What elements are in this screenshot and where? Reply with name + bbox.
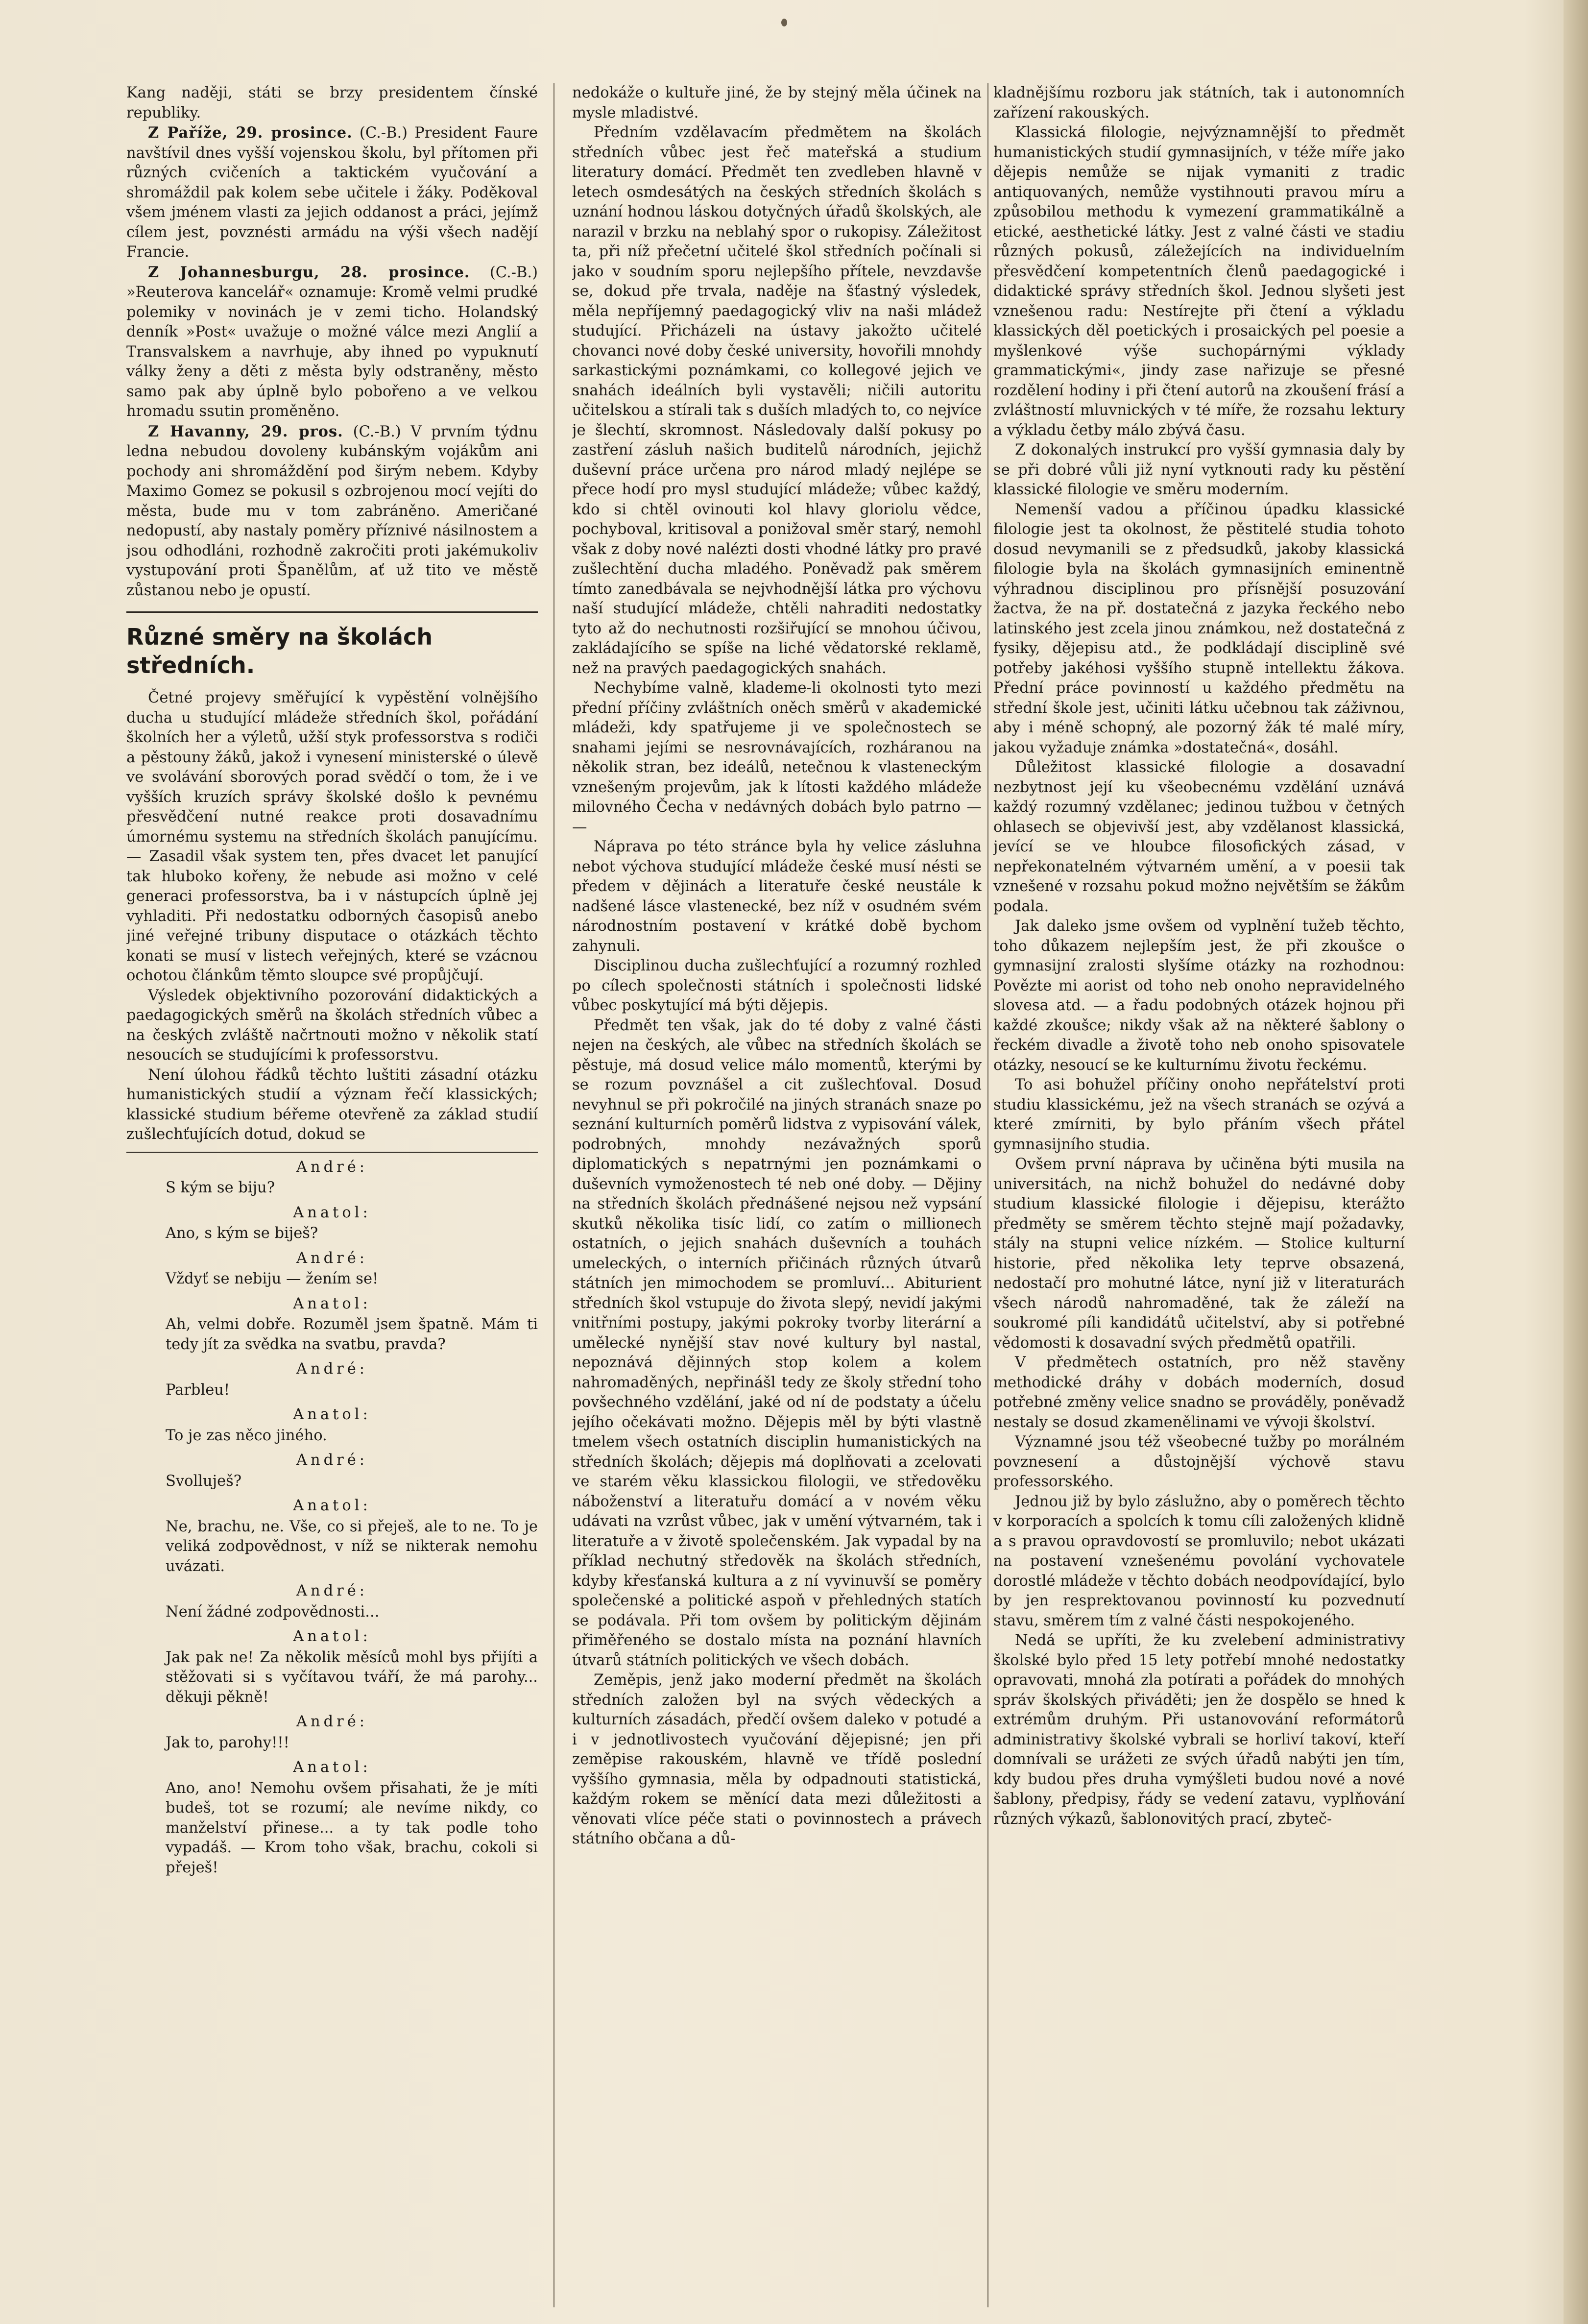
column-left	[126, 83, 538, 2317]
article-paragraph: Jednou již by bylo záslužno, aby o poměrech těchto v korporacích a spolcích k tomu cíli založených klidně a s pravou opravdovostí se promluvilo; nebot ukázati na postavení vznešenému povolání vychovatele dorostlé mládeže v těchto dobách neodpovídající, bylo by jen resprektovanou povinností ku pozvednutí stavu, směrem tím z valné části nespokojeného.	[993, 1493, 1405, 1629]
article-paragraph: Zeměpis, jenž jako moderní předmět na školách středních založen byl na svých vědeckých a kulturních zásadách, předčí ovšem daleko v potudé a i v jednotlivostech vyučování dějepisné; jen při zeměpise rakouském, hlavně ve třídě poslední vyššího gymnasia, měla by odpadnouti statistická, každým rokem se měnící data mezi důležitosti a věnovati vlíce péče stati o povinnostech a právech státního občana a dů-	[572, 1671, 982, 1847]
article-paragraph: Klassická filologie, nejvýznamnější to předmět humanistických studií gymnasijních, v téže míře jako dějepis nemůže se nijak vymaniti z tradic antiquovaných, nemůže vystihnouti pravou míru a způsobilou methodu k vymezení grammatikálně a etické, aesthetické látky. Jest z valné části ve stadiu různých pokusů, záležejících na individuelním přesvědčení kompetentních členů paedagogické i didaktické správy středních škol. Jednou slyšeti jest vznešenou radu: Nestírejte při čtení a výkladu klassických děl poetických i prosaických pel poesie a myšlenkové výše suchopárnými výklady grammatickými«, jindy zase nařizuje se přesné rozdělení hodiny i při čtení autorů na zkoušení frásí a zvláštností mluvnických v té míře, že rozsahu lektury a výkladu četby málo zbývá času.	[993, 124, 1405, 439]
news-paris	[126, 123, 538, 263]
article-paragraph: Disciplinou ducha zušlechťující a rozumný rozhled po cílech společnosti státních i společnosti lidské vůbec poskytující má býti dějepis.	[572, 957, 982, 1014]
article-paragraph: Nechybíme valně, klademe-li okolnosti tyto mezi přední příčiny zvláštních oněch směrů v akademické mládeži, kdy spatřujeme ji ve společnostech se snahami jejími se nesrovnávajících, rozháranou na několik stran, bez ideálů, netečnou k vlasteneckým vznešeným projevům, jak k lítosti každého mládeže milovného Čecha v nedávných dobách bylo patrno — —	[572, 679, 982, 836]
dialog-line: Svolluješ?	[166, 1472, 242, 1490]
dialog-line: Parbleu!	[166, 1381, 230, 1399]
dialog-speaker: André:	[296, 1713, 368, 1730]
dialog-line: Jak to, parohy!!!	[166, 1734, 289, 1751]
article-paragraph: Výsledek objektivního pozorování didaktických a paedagogických směrů na školách středních vůbec a na českých zvláště načrtnouti možno v několik statí nesoucích se studujícími k professorstvu.	[126, 987, 538, 1064]
news-johannesburg	[126, 263, 538, 422]
feuilleton-rule	[126, 1152, 538, 1153]
dialog-speaker: Anatol:	[293, 1759, 371, 1776]
dialog-line: Ano, s kým se biješ?	[166, 1225, 318, 1242]
dialog-line: Ano, ano! Nemohu ovšem přisahati, že je míti budeš, tot se rozumí; ale nevíme nikdy, co manželství přinese... a ty tak podle toho vypadáš. — Krom toho však, brachu, cokoli si přeješ!	[166, 1779, 538, 1876]
dialog-line: Ah, velmi dobře. Rozuměl jsem špatně. Mám ti tedy jít za svědka na svatbu, pravda?	[166, 1316, 538, 1353]
news-paris-text: (C.-B.) President Faure navštívil dnes vyšší vojenskou školu, byl přítomen při různých cvičeních a taktickém vyučování a shromáždil pak kolem sebe učitele i žáky. Poděkoval všem jménem vlasti za jejich oddanost a práci, jejímž cílem jest, povznésti armádu na výši všech nadějí Francie.	[126, 124, 538, 261]
section-rule	[126, 611, 538, 613]
dialog-speaker: André:	[296, 1249, 368, 1267]
dateline-johannesburg: Z Johannesburgu, 28. prosince.	[148, 263, 470, 281]
dialog-speaker: André:	[296, 1582, 368, 1599]
dialog-speaker: Anatol:	[293, 1295, 371, 1312]
article-paragraph: Z dokonalých instrukcí pro vyšší gymnasia daly by se při dobré vůli již nyní vytknouti rady ku pěstění klassické filologie ve směru moderním.	[993, 441, 1405, 498]
dialog-speaker: Anatol:	[293, 1628, 371, 1645]
article-paragraph: Není úlohou řádků těchto luštiti zásadní otázku humanistických studií a význam řečí klassických; klassické studium béřeme otevřeně za základ studií zušlechťujících dotud, dokud se	[126, 1066, 538, 1143]
ink-spot	[781, 19, 787, 26]
article-paragraph: Nedá se upříti, že ku zvelebení administrativy školské bylo před 15 lety potřebí mnohé nedostatky opravovati, mnohá zla potírati a pořádek do mnohých správ školských přiváděti; jen že dospělo se hned k extrémům druhým. Při ustanovování reformátorů administrativy školské vybrali se horliví takoví, kteří domnívali se urážeti ze svých úřadů nabýti jen tím, kdy budou přes druha vymýšleti budou nové a nové šablony, předpisy, řády se vedení zatavu, vyplňování různých výkazů, šablonovitých prací, zbyteč-	[993, 1632, 1405, 1828]
column-rule	[987, 83, 988, 2307]
article-paragraph: Předním vzdělavacím předmětem na školách středních vůbec jest řeč mateřská a studium literatury domácí. Předmět ten zvedleben hlavně v letech osmdesátých na českých středních školách s uznání hodnou láskou dotyčných úřadů školských, ale narazil v brzku na neblahý spor o rukopisy. Záležitost ta, při níž přečetní učitelé škol středních počínali si jako v soudním sporu nejlepšího přítele, nevzdavše se, dokud pře trvala, naděje na šťastný výsledek, měla nepříjemný paedagogický vliv na naši mládež studující. Přicházeli na ústavy jakožto učitelé chovanci nové doby české university, hovořili mnohdy sarkastickými poznámkami, co kollegové jejich ve snahách ideálních byli vystavěli; ničili autoritu učitelskou a stírali tak s duších mladých to, co nejvíce je šlechtí, skromnost. Následovaly další pokusy po zastření zásluh našich buditelů národních, jejichž duševní práce určena pro národ mladý nejlépe se přece hodí pro mysl studující mládeže; vůbec každý, kdo si chtěl ovinouti kol hlavy gloriolu vědce, pochyboval, kritisoval a ponižoval směr starý, nemohl však z doby nové nalézti dosti vhodné látky pro pravé zušlechtění ducha mladého. Poněvadž pak směrem tímto zanedbávala se nejvhodnější látka pro výchovu naší studující mládeže, chtěli nahraditi nedostatky tyto až do nechutnosti rozšiřující se mnohou účivou, zakládajícího se spíše na liché vědatorské reklamě, než na pravých paedagogických snahách.	[572, 124, 982, 677]
dialog-speaker: André:	[296, 1360, 368, 1378]
article-paragraph: Nemenší vadou a příčinou úpadku klassické filologie jest ta okolnost, že pěstitelé studia tohoto dosud nevymanili se z předsudků, jakoby klassická filologie byla na školách gymnasijních eminentně výhradnou disciplinou pro přísnější posuzování žactva, že na př. dostatečná z jazyka řeckého nebo latinského jest zcela jinou známkou, než dostatečná z fysiky, dějepisu atd., že podkládají disciplině své potřeby jakéhosi vyššího stupně intellektu žákova. Přední práce povinností u každého předmětu na střední škole jest, učiniti látku učebnou tak záživnou, aby i méně schopný, ale pozorný žák té malé míry, jakou vyžaduje známka »dostatečná«, dosáhl.	[993, 501, 1405, 756]
article-headline: Různé směry na školách středních.	[126, 624, 433, 678]
dialog-speaker: André:	[296, 1452, 368, 1469]
dialog-line: S kým se biju?	[166, 1179, 275, 1196]
dateline-paris: Z Paříže, 29. prosince.	[148, 124, 353, 142]
news-continued: Kang naději, státi se brzy presidentem čínské republiky.	[126, 84, 538, 121]
dialog-speaker: Anatol:	[293, 1497, 371, 1514]
news-havana	[126, 422, 538, 601]
article-paragraph: Ovšem první náprava by učiněna býti musila na universitách, na nichž bohužel do nedávné doby studium klassické filologie i dějepisu, kterážto předměty se směrem těchto stejně mají požadavky, stály na stupni velice nízkém. — Stolice kulturní historie, před několika lety teprve obsazená, nedostačí pro mohutné látce, nyní již v literaturách všech národů nahromaděné, tak že záleží na soukromé píli kandidátů učitelství, aby si potřebné vědomosti k dosavadní svých předmětů opatřili.	[993, 1156, 1405, 1352]
news-havana-text: (C.-B.) V prvním týdnu ledna nebudou dovoleny kubánským vojákům ani pochody ani shromáždění pod širým nebem. Kdyby Maximo Gomez se pokusil s ozbrojenou mocí vejíti do města, bude mu v tom zabráněno. Američané nedopustí, aby nastaly poměry příznivé násilnostem a jsou odhodláni, rozhodně zakročiti proti jakémukoliv vystupování proti Španělům, ať už tito ve městě zůstanou nebo je opustí.	[126, 423, 538, 599]
dialog-line: Jak pak ne! Za několik měsíců mohl bys přijíti a stěžovati si s vyčítavou tváří, že má parohy... děkuji pěkně!	[166, 1648, 538, 1706]
dialog-line: Ne, brachu, ne. Vše, co si přeješ, ale to ne. To je veliká zodpovědnost, v níž se nikterak nemohu uvázati.	[166, 1518, 538, 1575]
article-paragraph: Důležitost klassické filologie a dosavadní nezbytnost její ku všeobecnému vzdělání uznává každý rozumný vzdělanec; jedinou tužbou v četných ohlasech se objevivší jest, aby vzdělanost klassická, jevící se ve hloubce filosofických zásad, v nepřekonatelném výtvarném umění, a v poesii tak vznešené v rozsahu pokud možno největším se žákům podala.	[993, 759, 1405, 915]
dialog-speaker: André:	[296, 1158, 368, 1176]
feuilleton-dialog	[126, 1158, 538, 1878]
dialog-line: Není žádné zodpovědnosti...	[166, 1603, 380, 1621]
article-paragraph: Předmět ten však, jak do té doby z valné části nejen na českých, ale vůbec na středních školách se pěstuje, má dosud velice málo momentů, kterými by se rozum povznášel a cit zušlechťoval. Dosud nevyhnul se při pokročilé na jiných stranách snaze po seznání kulturních poměrů lidstva z vypisování válek, podrobných, mnohdy nezávažných sporů diplomatických s nepatrnými jen poznámkami o duševních vymoženostech té neb oné doby. — Dějiny na středních školách přednášené nejsou než vypsání skutků několika tisíc lidí, co zatím o millionech ostatních, o jejich snahách duševních a touhách umeleckých, o interních přičinách různých útvarů státních jen mimochodem se promluví... Abiturient středních škol vstupuje do života slepý, nevidí jakými vnitřními postupy, jakými pokroky tvorby literární a umělecké nynější stav nové kultury byl nastal, nepoznává dějinných stop kolem a kolem nahromaděných, nepřinášl tedy ze školy střední toho povšechného vzdělání, jaké od ní de podstaty a účelu jejího očekávati možno. Dějepis měl by býti vlastně tmelem všech ostatních disciplin humanistických na středních školách; dějepis má doplňovati a zcelovati ve starém věku klassickou filologii, ve středověku náboženství a literatuřu domácí a v novém věku udávati na vzrůst vůbec, jak v umění výtvarném, tak i literatuře a v životě společenském. Jak vypadal by na příklad nechutný středověk na školách středních, kdyby křesťanská kultura a z ní vyvinuvší se poměry společenské a politické aspoň v přehledných statích se podávala. Při tom ovšem by politickým dějinám přiměřeného se dostalo místa na poznání hlavních útvarů státních politických ve všech dobách.	[572, 1017, 982, 1669]
article-paragraph: Významné jsou též všeobecné tužby po morálném povznesení a důstojnější výchově stavu professorského.	[993, 1433, 1405, 1490]
news-johannesburg-text: (C.-B.) »Reuterova kancelář« oznamuje: Kromě velmi prudké polemiky v novinách je v zemi ticho. Holandský denník »Post« uvažuje o možné válce mezi Anglií a Transvalskem a navrhuje, aby ihned po vypuknutí války ženy a děti z města byly odstraněny, město samo pak aby úplně bylo pobořeno a ve velkou hromadu ssutin proměněno.	[126, 264, 538, 420]
dialog-line: Vždyť se nebiju — žením se!	[166, 1270, 379, 1287]
article-paragraph: kladnějšímu rozboru jak státních, tak i autonomních zařízení rakouských.	[993, 84, 1405, 121]
article-paragraph: nedokáže o kultuře jiné, že by stejný měla účinek na mysle mladistvé.	[572, 84, 982, 121]
dialog-speaker: Anatol:	[293, 1406, 371, 1423]
dialog-line: To je zas něco jiného.	[166, 1427, 327, 1444]
column-right	[993, 83, 1405, 2317]
article-paragraph: Jak daleko jsme ovšem od vyplnění tužeb těchto, toho důkazem nejlepším jest, že při zkoušce o gymnasijní zralosti slyšíme otázky na rozhodnou: Povězte mi aorist od toho neb onoho nepravidelného slovesa atd. — a řadu podobných otázek hojnou při každé zkoušce; nikdy však až na některé šablony o řeckém divadle a životě toho neb onoho spisovatele otázky, nesoucí se ke kulturnímu životu řeckému.	[993, 918, 1405, 1074]
column-middle	[572, 83, 982, 2317]
column-rule	[553, 83, 554, 2307]
article-paragraph: Náprava po této stránce byla hy velice zásluhna nebot výchova studující mládeže české musí nésti se předem v dějinách a literatuře české neustále k nadšené lásce vlastenecké, bez níž v osudném svém národnostním postavení v krátké době bychom zahynuli.	[572, 838, 982, 955]
page-edge	[1564, 0, 1588, 2324]
dialog-speaker: Anatol:	[293, 1204, 371, 1221]
article-paragraph: V předmětech ostatních, pro něž stavěny methodické dráhy v dobách moderních, dosud potřebné změny velice snadno se prováděly, poněvadž nestaly se dosud zkamenělinami ve vývoji školství.	[993, 1354, 1405, 1431]
dateline-havana: Z Havanny, 29. pros.	[148, 422, 343, 440]
article-paragraph: To asi bohužel příčiny onoho nepřátelství proti studiu klassickému, jež na všech stranách se ozývá a které zmírniti, by bylo přáním všech přátel gymnasijního studia.	[993, 1076, 1405, 1153]
article-paragraph: Četné projevy směřující k vypěstění volnějšího ducha u studující mládeže středních škol, pořádání školních her a výletů, užší styk professorstva s rodiči a pěstouny žáků, jakož i vynesení ministerské o úlevě ve svolávání sborových porad svědčí o tom, že i ve vyšších kruzích správy školské došlo k pevnému přesvědčení nutné reakce proti dosavadnímu úmornému systemu na středních školách panujícímu. — Zasadil však system ten, přes dvacet let panující tak hluboko kořeny, že nebude asi možno v celé generaci professorstva, ba i v nástupcích úplně jej vyhladiti. Při nedostatku odborných časopisů anebo jiné veřejné tribuny disputace o otázkách těchto konati se musí v listech veřejných, které se vzácnou ochotou článkům těmto sloupce své propůjčují.	[126, 689, 538, 984]
